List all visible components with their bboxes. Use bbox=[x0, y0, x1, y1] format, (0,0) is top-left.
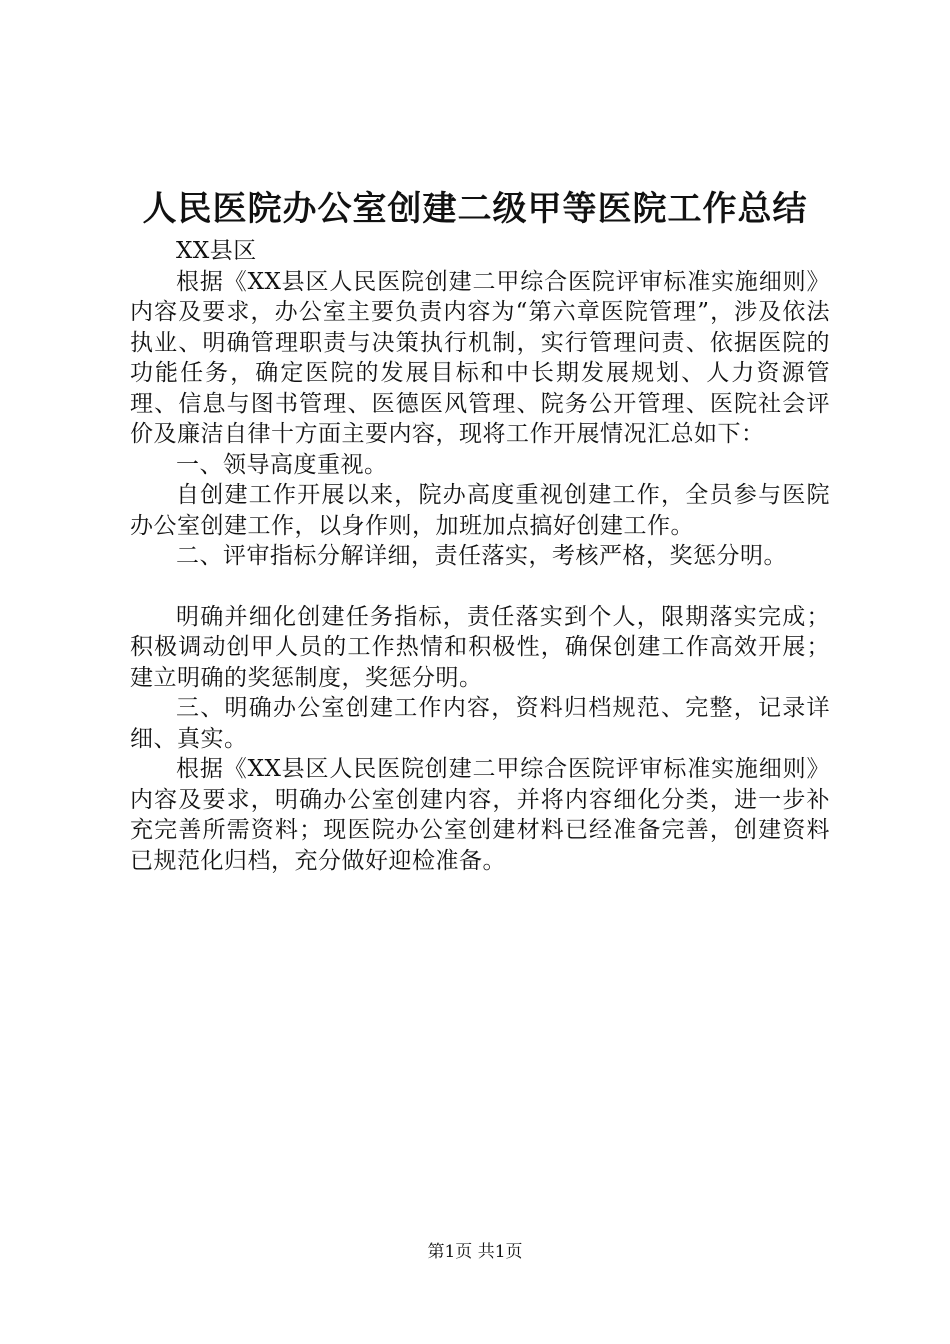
section-paragraph-3: 根据《XX县区人民医院创建二甲综合医院评审标准实施细则》内容及要求，明确办公室创建内容，并将内容细化分类，进一步补充完善所需资料；现医院办公室创建材料已经准备完善，创建资料已规范化归档，充分做好迎检准备。 bbox=[130, 756, 830, 874]
section-heading-1: 一、领导高度重视。 bbox=[176, 451, 388, 478]
document-body bbox=[130, 236, 830, 876]
intro-paragraph: 根据《XX县区人民医院创建二甲综合医院评审标准实施细则》内容及要求，办公室主要负责内容为“第六章医院管理”，涉及依法执业、明确管理职责与决策执行机制，实行管理问责、依据医院的功能任务，确定医院的发展目标和中长期发展规划、人力资源管理、信息与图书管理、医德医风管理、院务公开管理、医院社会评价及廉洁自律十方面主要内容，现将工作开展情况汇总如下： bbox=[130, 268, 830, 447]
section-paragraph-2: 明确并细化创建任务指标，责任落实到个人，限期落实完成；积极调动创甲人员的工作热情和积极性，确保创建工作高效开展；建立明确的奖惩制度，奖惩分明。 bbox=[130, 603, 830, 691]
section-paragraph-1: 自创建工作开展以来，院办高度重视创建工作，全员参与医院办公室创建工作，以身作则，加班加点搞好创建工作。 bbox=[130, 482, 830, 539]
blank-line bbox=[130, 572, 830, 602]
document-title: 人民医院办公室创建二级甲等医院工作总结 bbox=[142, 189, 808, 229]
page-footer: 第1页 共1页 bbox=[427, 1242, 523, 1262]
section-heading-3: 三、明确办公室创建工作内容，资料归档规范、完整，记录详细、真实。 bbox=[130, 695, 830, 752]
author-line: XX县区 bbox=[176, 238, 257, 264]
section-heading-2: 二、评审指标分解详细，责任落实，考核严格，奖惩分明。 bbox=[176, 543, 787, 569]
